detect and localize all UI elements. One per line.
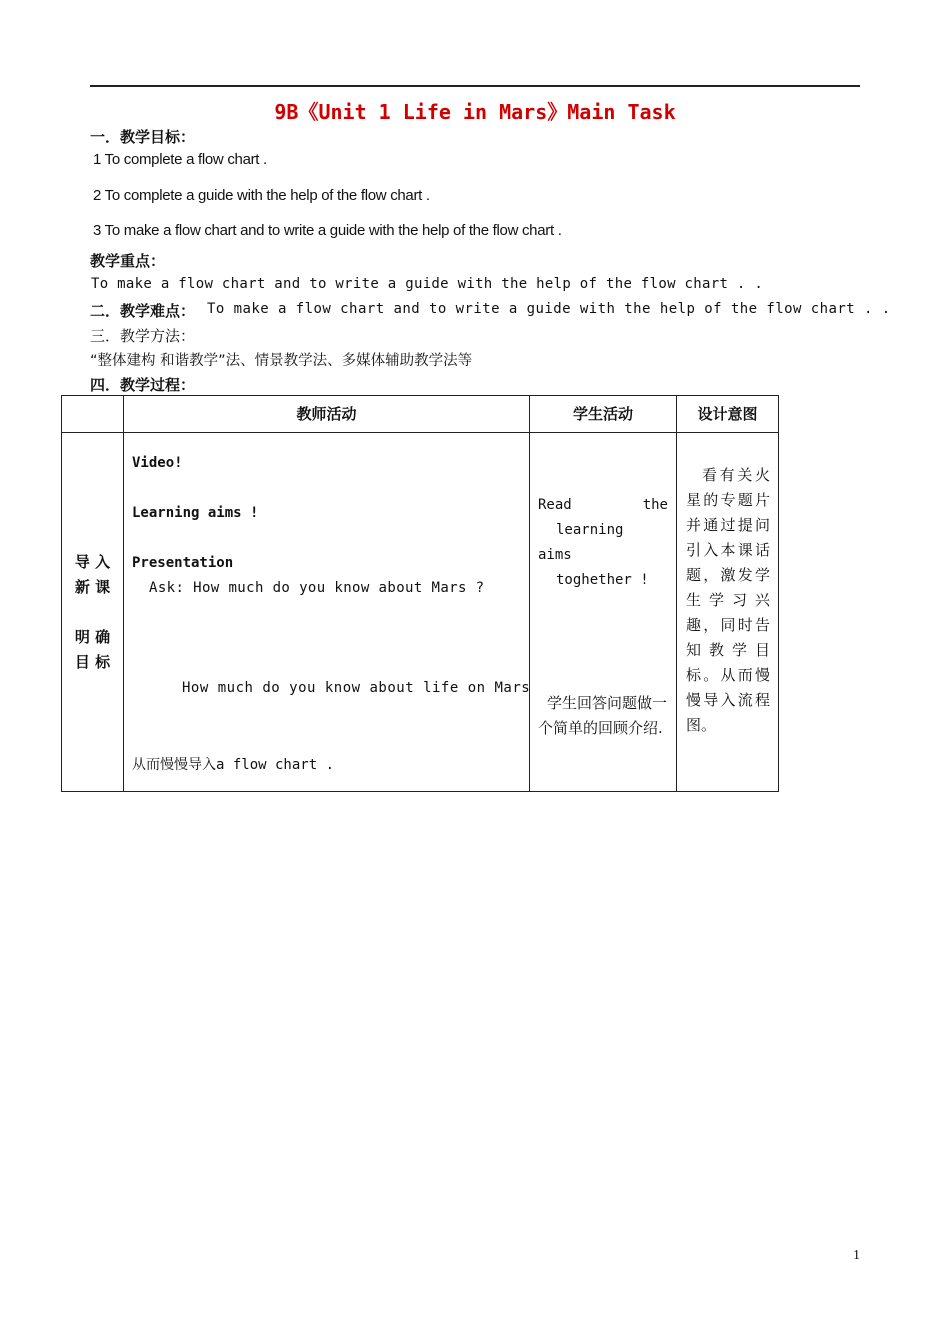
header-teacher-activity: 教师活动 <box>124 396 530 433</box>
teacher-lead: 从而慢慢导入a flow chart . <box>132 757 335 773</box>
teacher-presentation: Presentation <box>132 555 234 571</box>
design-intent-cell <box>677 433 779 792</box>
difficulty-heading: 二．教学难点： <box>90 302 196 320</box>
header-design-intent: 设计意图 <box>677 396 779 433</box>
row-label-line-3: 明 确 <box>74 628 111 646</box>
row-label-line-2: 新 课 <box>74 578 111 596</box>
header-blank-cell <box>62 396 124 433</box>
student-activity-cell <box>530 433 677 792</box>
student-read-5: toghether ! <box>556 572 649 588</box>
teacher-video: Video! <box>132 455 183 471</box>
student-answer: 学生回答问题做一个简单的回顾介绍. <box>538 694 668 737</box>
student-read-2: the <box>642 497 668 513</box>
student-read-1: Read <box>538 497 572 513</box>
objectives-heading: 一．教学目标： <box>90 128 196 146</box>
methods-text: “整体建构 和谐教学”法、情景教学法、多媒体辅助教学法等 <box>90 353 473 369</box>
objective-3: 3 To make a flow chart and to write a guide with the help of the flow chart . <box>93 222 562 239</box>
objective-2: 2 To complete a guide with the help of the flow chart . <box>93 187 430 204</box>
student-read-4: aims <box>538 547 572 563</box>
key-points-heading: 教学重点： <box>90 252 166 270</box>
teaching-process-table <box>61 395 779 792</box>
process-heading: 四．教学过程： <box>90 376 196 394</box>
methods-heading: 三．教学方法： <box>90 327 196 345</box>
table-header-row <box>62 396 779 433</box>
objective-1: 1 To complete a flow chart . <box>93 151 267 168</box>
student-read-3: learning <box>556 522 624 538</box>
page-number: 1 <box>853 1248 860 1263</box>
design-intent-text: 看有关火星的专题片并通过提问引入本课话题，激发学生学习兴趣，同时告知教学目标。从而慢慢导入流程图。 <box>686 466 770 734</box>
teacher-learning-aims: Learning aims ! <box>132 505 259 521</box>
teacher-question: How much do you know about life on Mars <box>182 680 531 696</box>
document-title: 9B《Unit 1 Life in Mars》Main Task <box>274 100 676 124</box>
table-row <box>62 433 779 792</box>
header-student-activity: 学生活动 <box>530 396 677 433</box>
row-label-line-1: 导 入 <box>74 553 111 571</box>
row-label-line-4: 目 标 <box>74 653 111 671</box>
teacher-activity-cell <box>124 433 530 792</box>
top-rule <box>90 85 860 87</box>
difficulty-text: To make a flow chart and to write a guide with the help of the flow chart . . <box>207 301 891 317</box>
teacher-ask: Ask: How much do you know about Mars ? <box>149 580 485 596</box>
row-label-cell <box>62 433 124 792</box>
key-points-text: To make a flow chart and to write a guide with the help of the flow chart . . <box>91 276 764 292</box>
